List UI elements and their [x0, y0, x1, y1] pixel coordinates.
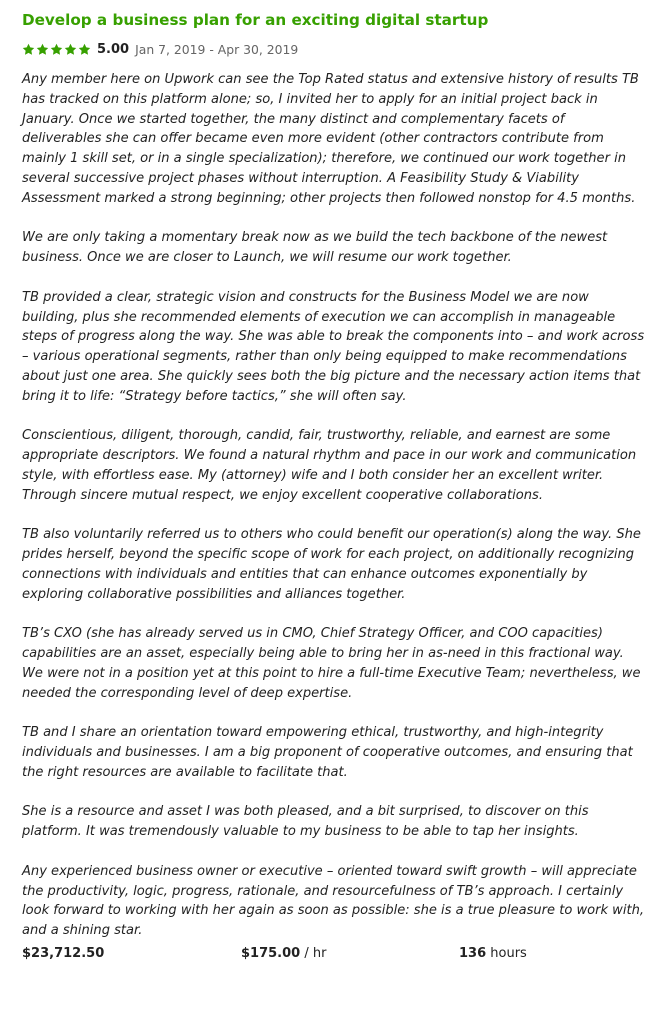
hourly-rate-value: $175.00: [241, 946, 301, 962]
rating-row: [22, 39, 646, 59]
job-stats: [22, 946, 646, 961]
review-paragraph: Any experienced business owner or executive – oriented toward swift growth – will appreciate the productivity, logic, progress, rationale, and resourcefulness of TB’s approach. I certainly look forward to working with her again as soon as possible: she is a true pleasure to work with, and a shining star.: [22, 863, 644, 939]
job-title[interactable]: Develop a business plan for an exciting digital startup: [22, 11, 489, 29]
hourly-rate-unit: / hr: [304, 946, 327, 962]
rating-score: 5.00: [97, 41, 130, 57]
star-icon: [64, 43, 77, 56]
review-paragraph: TB also voluntarily referred us to others who could benefit our operation(s) along the way. She prides herself, beyond the specific scope of work for each project, on additionally recognizing connections with individuals and entities that can enhance outcomes exponentially by exploring collaborative possibilities and alliances together.: [22, 527, 641, 602]
hours-value: 136: [459, 946, 487, 962]
star-icon: [22, 43, 35, 56]
hourly-rate: [241, 946, 459, 961]
hours-worked: [459, 946, 527, 961]
amount-earned: $23,712.50: [22, 946, 105, 962]
hours-unit: hours: [490, 946, 527, 962]
review-paragraph: Any member here on Upwork can see the Top Rated status and extensive history of results TB has tracked on this platform alone; so, I invited her to apply for an initial project back in January. Once we started together, the many distinct and complementary facets of deliverables she can offer became even more evident (other contractors contribute from mainly 1 skill set, or in a single specialization); therefore, we continued our work together in several successive project phases without interruption. A Feasibility Study & Viability Assessment marked a strong beginning; other projects then followed nonstop for 4.5 months.: [22, 72, 639, 206]
star-icon: [78, 43, 91, 56]
star-icon: [36, 43, 49, 56]
job-dates: Jan 7, 2019 - Apr 30, 2019: [135, 41, 299, 57]
review-paragraph: We are only taking a momentary break now as we build the tech backbone of the newest business. Once we are closer to Launch, we will resume our work together.: [22, 230, 608, 266]
review-paragraph: TB provided a clear, strategic vision and constructs for the Business Model we are now building, plus she recommended elements of execution we can accomplish in manageable steps of progress along the way. She was able to break the components into – and work across – various operational segments, rather than only being equipped to make recommendations about just one area. She quickly sees both the big picture and the necessary action items that bring it to life: “Strategy before tactics,” she will often say.: [22, 289, 645, 404]
review-text: [22, 70, 646, 941]
star-rating: [22, 43, 91, 56]
review-paragraph: TB and I share an orientation toward empowering ethical, trustworthy, and high-integrity individuals and businesses. I am a big proponent of cooperative outcomes, and ensuring that the right resources are available to facilitate that.: [22, 725, 633, 780]
review-paragraph: TB’s CXO (she has already served us in CMO, Chief Strategy Officer, and COO capacities) capabilities are an asset, especially being able to bring her in as-need in this fractional way. We were not in a position yet at this point to hire a full-time Executive Team; nevertheless, we needed the corresponding level of deep expertise.: [22, 626, 641, 701]
review-paragraph: She is a resource and asset I was both pleased, and a bit surprised, to discover on this platform. It was tremendously valuable to my business to be able to tap her insights.: [22, 804, 589, 840]
star-icon: [50, 43, 63, 56]
review-paragraph: Conscientious, diligent, thorough, candid, fair, trustworthy, reliable, and earnest are some appropriate descriptors. We found a natural rhythm and pace in our work and communication style, with effortless ease. My (attorney) wife and I both consider her an excellent writer. Through sincere mutual respect, we enjoy excellent cooperative collaborations.: [22, 428, 637, 503]
